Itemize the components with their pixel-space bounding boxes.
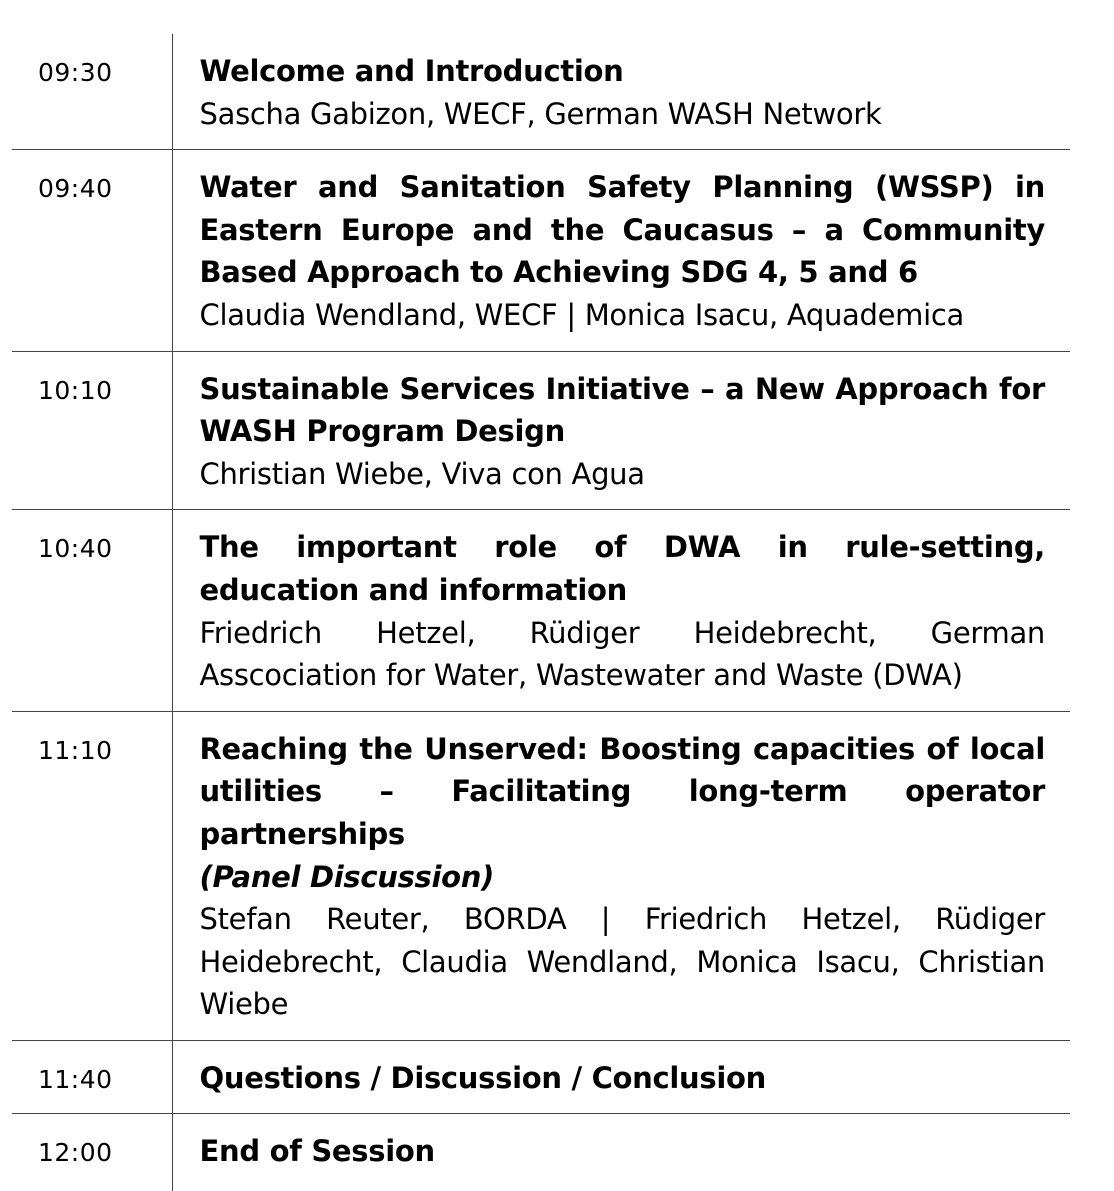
agenda-row	[12, 351, 1070, 510]
session-speakers: Claudia Wendland, WECF | Monica Isacu, Aquademica	[199, 297, 964, 332]
session-speakers: Sascha Gabizon, WECF, German WASH Network	[199, 96, 882, 131]
session-content	[172, 711, 1070, 1040]
session-time: 10:10	[12, 351, 172, 510]
agenda-row	[12, 1114, 1070, 1191]
session-time: 11:40	[12, 1040, 172, 1114]
session-content	[172, 510, 1070, 711]
agenda-row	[12, 711, 1070, 1040]
session-content	[172, 1114, 1070, 1191]
agenda-row	[12, 510, 1070, 711]
agenda-row	[12, 34, 1070, 150]
agenda-row	[12, 1040, 1070, 1114]
session-time: 10:40	[12, 510, 172, 711]
session-speakers: Christian Wiebe, Viva con Agua	[199, 456, 645, 491]
session-title: End of Session	[199, 1134, 435, 1169]
session-time: 11:10	[12, 711, 172, 1040]
agenda-table	[12, 34, 1070, 1191]
session-title: Water and Sanitation Safety Planning (WSSP) in Eastern Europe and the Caucasus – a Community Based Approach to Achieving SDG 4, 5 and 6	[199, 170, 1045, 290]
session-title: Reaching the Unserved: Boosting capacities of local utilities – Facilitating long-term operator partnerships	[199, 731, 1045, 851]
session-content	[172, 1040, 1070, 1114]
session-content	[172, 34, 1070, 150]
session-title: Questions / Discussion / Conclusion	[199, 1060, 766, 1095]
session-format-note: (Panel Discussion)	[199, 859, 495, 894]
session-title: The important role of DWA in rule-setting, education and information	[199, 530, 1045, 607]
session-time: 09:30	[12, 34, 172, 150]
session-time: 12:00	[12, 1114, 172, 1191]
session-title: Sustainable Services Initiative – a New Approach for WASH Program Design	[199, 371, 1045, 449]
session-title: Welcome and Introduction	[199, 54, 624, 88]
session-time: 09:40	[12, 150, 172, 351]
session-content	[172, 150, 1070, 351]
session-speakers: Stefan Reuter, BORDA | Friedrich Hetzel, Rüdiger Heidebrecht, Claudia Wendland, Monica Isacu, Christian Wiebe	[199, 902, 1045, 1022]
agenda-row	[12, 150, 1070, 351]
session-content	[172, 351, 1070, 510]
session-speakers: Friedrich Hetzel, Rüdiger Heidebrecht, German Asscociation for Water, Wastewater and Waste (DWA)	[199, 615, 1045, 693]
